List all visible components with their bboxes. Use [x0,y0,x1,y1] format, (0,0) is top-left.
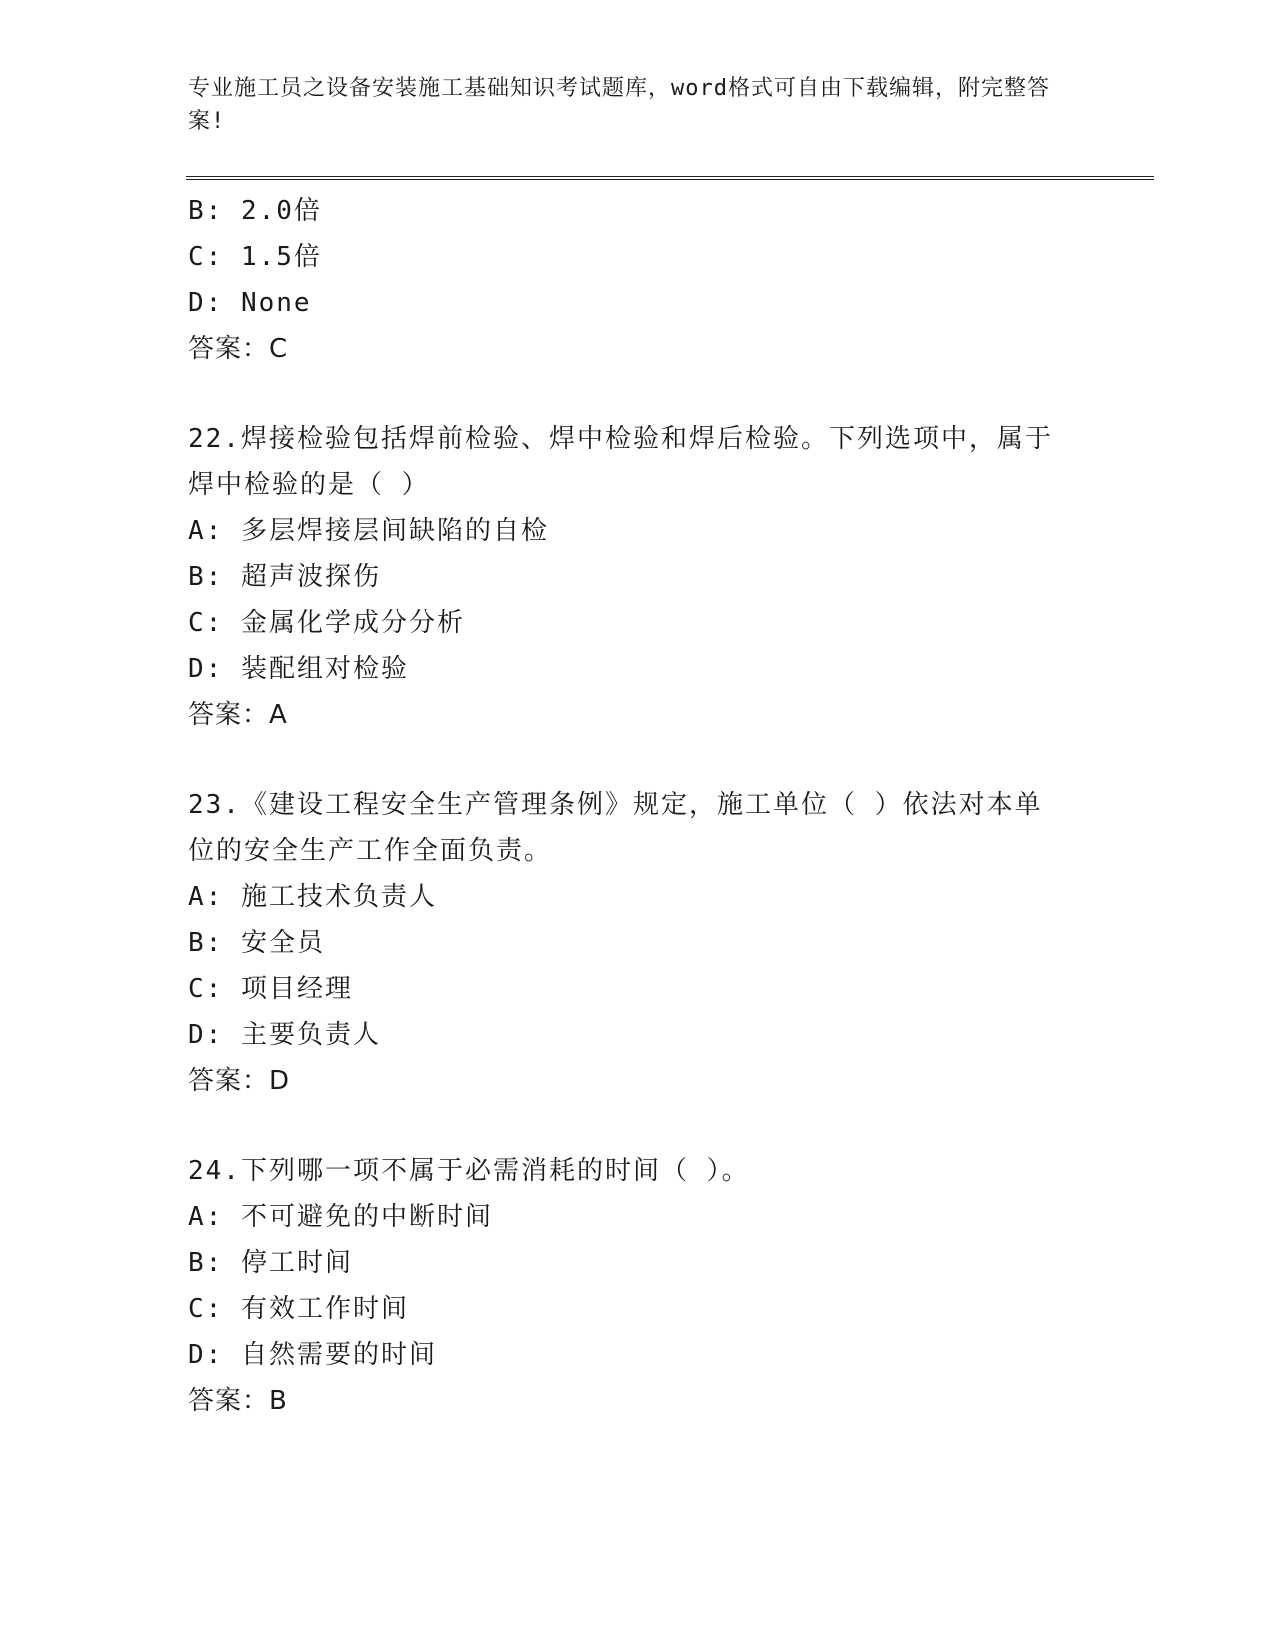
spacer [188,1104,1088,1148]
question-carryover [188,188,1088,372]
question-24 [188,1148,1088,1424]
option-d: D: 主要负责人 [188,1020,381,1050]
question-list [188,188,1088,1424]
option-a: A: 不可避免的中断时间 [188,1202,493,1232]
option-c: C: 项目经理 [188,974,353,1004]
option-b: B: 停工时间 [188,1248,353,1278]
question-stem: 22.焊接检验包括焊前检验、焊中检验和焊后检验。下列选项中，属于 焊中检验的是（ ） [188,424,1053,500]
question-stem: 24.下列哪一项不属于必需消耗的时间（ ）。 [188,1156,750,1186]
answer-line: 答案：D [188,1066,291,1096]
option-d: D: None [188,288,312,318]
option-c: C: 金属化学成分分析 [188,608,465,638]
option-c: C: 1.5倍 [188,242,322,272]
question-stem: 23.《建设工程安全生产管理条例》规定，施工单位（ ）依法对本单 位的安全生产工作全面负责。 [188,790,1043,866]
spacer [188,372,1088,416]
option-b: B: 2.0倍 [188,196,322,226]
question-23 [188,782,1088,1104]
option-d: D: 自然需要的时间 [188,1340,437,1370]
option-a: A: 施工技术负责人 [188,882,437,912]
answer-line: 答案：B [188,1386,288,1416]
option-b: B: 安全员 [188,928,325,958]
option-c: C: 有效工作时间 [188,1294,409,1324]
answer-line: 答案：C [188,334,289,364]
page-header: 专业施工员之设备安装施工基础知识考试题库，word格式可自由下载编辑，附完整答案! [188,76,1050,134]
answer-line: 答案：A [188,700,288,730]
option-d: D: 装配组对检验 [188,654,409,684]
option-b: B: 超声波探伤 [188,562,381,592]
header-divider [186,176,1154,180]
spacer [188,738,1088,782]
option-a: A: 多层焊接层间缺陷的自检 [188,516,549,546]
question-22 [188,416,1088,738]
